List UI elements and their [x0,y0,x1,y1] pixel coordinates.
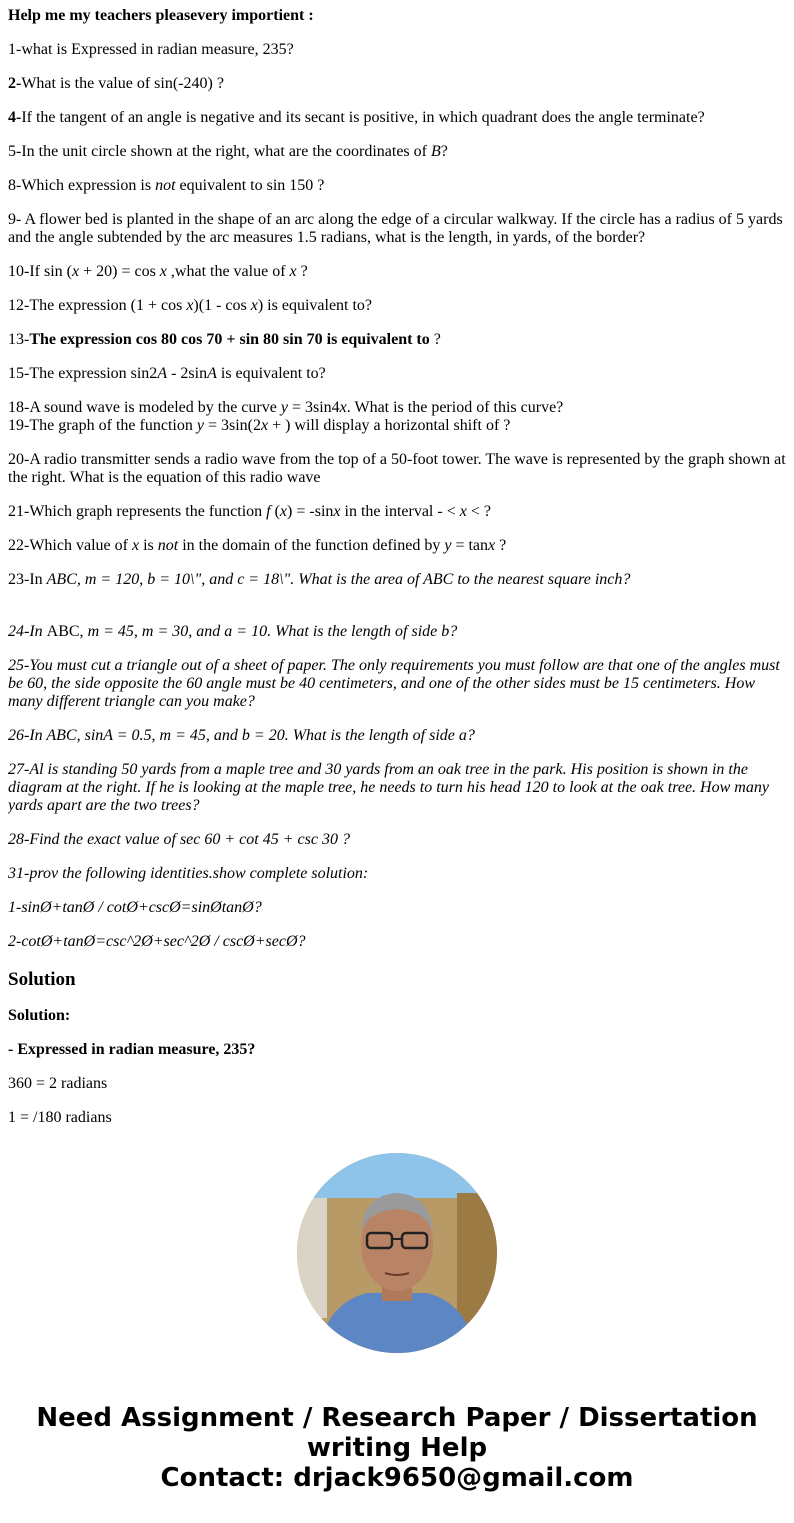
text-segment: Solution: [8,1007,71,1024]
text-segment: equivalent to sin 150 ? [175,177,325,194]
text-segment: 20-A radio transmitter sends a radio wave from the top of a 50-foot tower. The wave is represented by the graph shown at the right. What is the equation of this radio wave [8,451,786,486]
paragraph [8,75,786,93]
paragraph [8,1109,786,1122]
text-segment: + ) will display a horizontal shift of ? [268,417,511,434]
text-segment: x [159,263,167,280]
text-segment: m = 45, m = 30, and a = 10. What is the length of side b? [87,623,458,640]
paragraph [8,831,786,849]
paragraph [8,623,786,641]
paragraph [8,109,786,127]
text-segment: x [289,263,297,280]
paragraph [8,263,786,281]
text-segment: ? [495,537,507,554]
paragraph [8,1041,786,1059]
text-segment: x [186,297,194,314]
text-segment: < ? [466,503,491,520]
text-segment: ? [429,331,441,348]
paragraph [8,933,786,951]
paragraph [8,1007,786,1025]
text-segment: 25-You must cut a triangle out of a sheet of paper. The only requirements you must follow are that one of the angles must be 60, the side opposite the 60 angle must be 40 centimeters, and one of the other sides must be 15 centimeters. How many different triangle can you make? [8,657,780,710]
text-segment: x [488,537,496,554]
text-segment: x [459,503,467,520]
text-segment: What is the value of sin(-240) ? [21,75,224,92]
paragraph [8,365,786,383]
paragraph [8,571,786,607]
text-segment: 2- [8,75,22,92]
text-segment: 22-Which value of [8,537,132,554]
text-segment: 27-Al is standing 50 yards from a maple tree and 30 yards from an oak tree in the park. His position is shown in the diagram at the right. If he is looking at the maple tree, he needs to turn his head 120 to look at the oak tree. How many yards apart are the two trees? [8,761,769,814]
text-segment: ) = -sin [287,503,334,520]
paragraph [8,331,786,349]
text-segment: . What is the period of this curve? [346,399,564,416]
text-segment: A [157,365,168,382]
text-segment: Help me my teachers pleasevery importient : [8,7,314,24]
text-segment: 31-prov the following identities.show complete solution: [8,865,369,882]
text-segment: 24-In [8,623,47,640]
contact-banner [0,1403,794,1493]
paragraph [8,865,786,883]
text-segment: 5-In the unit circle shown at the right, what are the coordinates of [8,143,431,160]
text-segment: If the tangent of an angle is negative and its secant is positive, in which quadrant does the angle terminate? [21,109,705,126]
text-segment: y [196,417,204,434]
paragraph [8,899,786,917]
text-segment: 1-what is Expressed in radian measure, 235? [8,41,294,58]
text-segment: 19-The graph of the function [8,417,197,434]
banner-contact: Contact: drjack9650@gmail.com [160,1463,634,1493]
text-segment: )(1 - cos [193,297,251,314]
text-segment: 23-In [8,571,47,588]
text-segment: in the interval - < [340,503,460,520]
solution-body [8,1007,786,1122]
text-segment: ? [296,263,308,280]
text-segment: 12-The expression (1 + cos [8,297,187,314]
text-segment: = 3sin4 [287,399,340,416]
text-segment: 1 = /180 radians [8,1109,112,1122]
paragraph [8,537,786,555]
text-segment: x [71,263,80,280]
text-segment: 4- [8,109,22,126]
paragraph [8,211,786,247]
text-segment: not [155,177,176,194]
text-segment: 9- A flower bed is planted in the shape of an arc along the edge of a circular walkway. If the circle has a radius of 5 yards and the angle subtended by the arc measures 1.5 radians, what is the length, in yards, of the border? [8,211,783,246]
paragraph [8,1075,786,1093]
author-avatar [297,1153,497,1353]
text-segment: 18-A sound wave is modeled by the curve [8,399,281,416]
text-segment: 21-Which graph represents the function [8,503,267,520]
paragraph [8,761,786,815]
text-segment: A [207,365,217,382]
text-segment: 8-Which expression is [8,177,156,194]
text-segment: x [333,503,341,520]
text-segment: is equivalent to? [216,365,326,382]
text-segment: ( [270,503,280,520]
text-segment: is [139,537,158,554]
text-segment: ,what the value of [166,263,290,280]
text-segment: = 3sin(2 [203,417,261,434]
paragraph [8,727,786,745]
text-segment: x [339,399,347,416]
text-segment: - 2sin [167,365,208,382]
text-segment: 26-In ABC, sinA = 0.5, m = 45, and b = 20. What is the length of side a? [8,727,475,744]
text-segment [8,589,12,606]
text-segment: not [157,537,179,554]
paragraph [8,657,786,711]
questions-list [8,7,786,951]
text-segment: 13- [8,331,30,348]
paragraph [8,503,786,521]
banner-headline: Need Assignment / Research Paper / Dissertation writing Help [36,1403,758,1463]
text-segment: ) is equivalent to? [257,297,373,314]
text-segment: f [266,503,271,520]
paragraph [8,451,786,487]
paragraph [8,7,786,25]
text-segment: B [430,143,441,160]
text-segment: ABC, [46,623,88,640]
text-segment: in the domain of the function defined by [178,537,445,554]
paragraph [8,41,786,59]
text-segment: ? [440,143,448,160]
text-segment: The expression cos 80 cos 70 + sin 80 sin 70 is equivalent to [29,331,430,348]
text-segment: 28-Find the exact value of sec 60 + cot 45 + csc 30 ? [8,831,350,848]
text-segment: 2-cotØ+tanØ=csc^2Ø+sec^2Ø / cscØ+secØ? [8,933,306,950]
paragraph [8,297,786,315]
text-segment: y [444,537,452,554]
text-segment: x [131,537,140,554]
text-segment: x [260,417,269,434]
text-segment: - Expressed in radian measure, 235? [8,1041,256,1058]
text-segment: x [279,503,288,520]
paragraph [8,143,786,161]
paragraph [8,177,786,195]
text-segment: x [250,297,258,314]
text-segment: 15-The expression sin2 [8,365,158,382]
text-segment: y [280,399,288,416]
text-segment: 1-sinØ+tanØ / cotØ+cscØ=sinØtanØ? [8,899,262,916]
solution-heading: Solution [8,969,76,990]
question-document [8,0,786,1122]
paragraph [8,399,786,435]
text-segment: 360 = 2 radians [8,1075,108,1092]
text-segment: ABC, m = 120, b = 10\", and c = 18\". What is the area of ABC to the nearest square inch? [46,571,631,588]
text-segment: = tan [451,537,489,554]
text-segment: 10-If sin ( [8,263,72,280]
text-segment: + 20) = cos [79,263,160,280]
